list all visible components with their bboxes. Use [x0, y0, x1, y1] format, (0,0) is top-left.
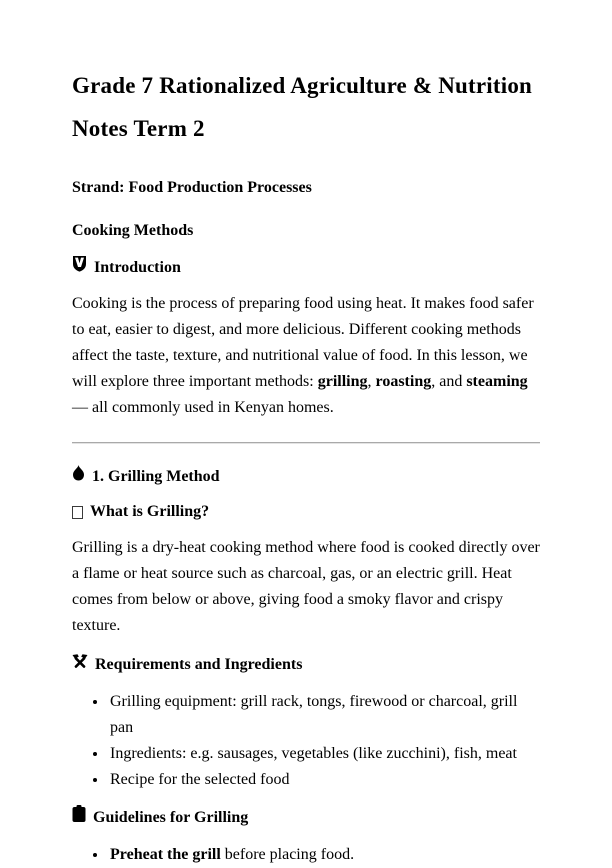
missing-glyph-box — [72, 506, 83, 519]
requirements-item: • Recipe for the selected food — [108, 767, 540, 793]
requirements-heading — [72, 652, 540, 678]
guidelines-heading — [72, 805, 540, 831]
requirements-item: • Grilling equipment: grill rack, tongs, firewood or charcoal, grill pan — [108, 689, 540, 741]
grilling-method-heading — [72, 464, 540, 490]
introduction-heading — [72, 255, 540, 281]
introduction-heading-label: Introduction — [94, 259, 181, 276]
strand-line: Strand: Food Production Processes — [72, 179, 312, 196]
section-divider — [72, 442, 540, 444]
what-is-grilling-label: What is Grilling? — [90, 503, 210, 520]
flame-icon — [72, 464, 85, 490]
guidelines-heading-label: Guidelines for Grilling — [93, 809, 249, 826]
requirements-item: • Ingredients: e.g. sausages, vegetables (like zucchini), fish, meat — [108, 741, 540, 767]
topic-line: Cooking Methods — [72, 222, 194, 239]
grilling-paragraph: Grilling is a dry-heat cooking method where food is cooked directly over a flame or heat source such as charcoal, gas, or an electric grill. Heat comes from below or above, giving food a smoky flavor and crispy texture. — [72, 539, 540, 634]
requirements-heading-label: Requirements and Ingredients — [95, 656, 303, 673]
requirements-list — [72, 689, 540, 793]
clipboard-icon — [72, 805, 86, 831]
what-is-grilling-heading — [72, 499, 540, 525]
guidelines-item: • Preheat the grill before placing food. — [108, 842, 540, 868]
grilling-method-heading-label: 1. Grilling Method — [92, 468, 220, 485]
introduction-paragraph: Cooking is the process of preparing food using heat. It makes food safer to eat, easier to digest, and more delicious. Different cooking methods affect the taste, texture, and nutritional value of food. In this lesson, we will explore three important methods: grilling, roasting, and steaming — all commonly used in Kenyan homes. — [72, 295, 534, 416]
guidelines-list — [72, 842, 540, 868]
hammer-wrench-icon — [72, 652, 88, 678]
page-title: Grade 7 Rationalized Agriculture & Nutrition Notes Term 2 — [72, 73, 533, 141]
beginner-shield-icon — [72, 255, 87, 281]
